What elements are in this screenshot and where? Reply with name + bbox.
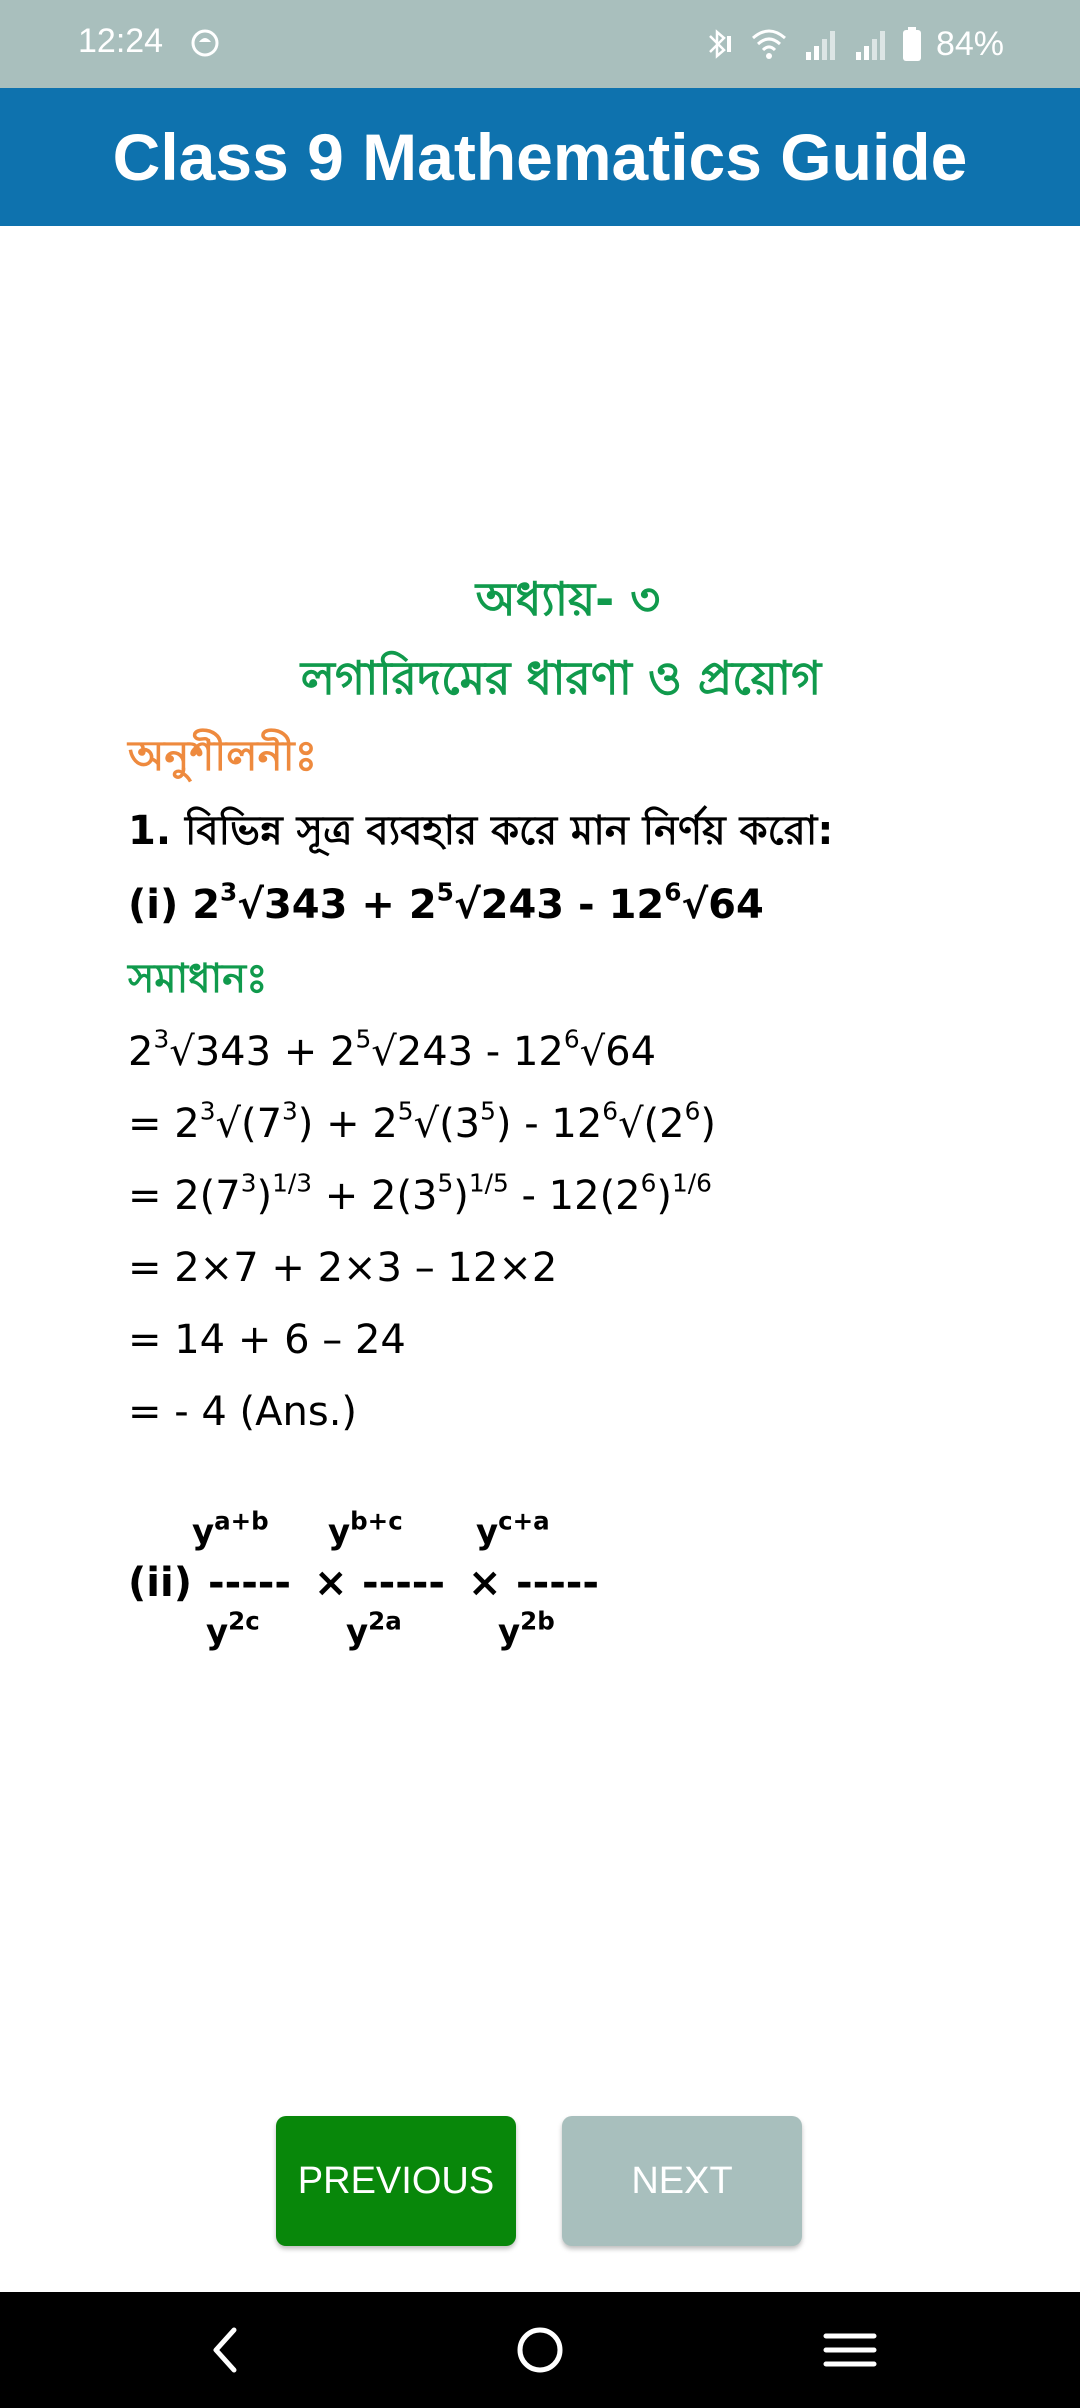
- fraction-bar-2: -----: [362, 1560, 446, 1606]
- fraction-bar-1: -----: [208, 1560, 292, 1606]
- status-icons: [700, 22, 1004, 66]
- system-navigation-bar: [0, 2292, 1080, 2408]
- denominator-1: $y^{2c}$: [206, 1606, 260, 1652]
- solution-step-4: = 2×7 + 2×3 – 12×2: [128, 1245, 558, 1291]
- bluetooth-icon: [700, 26, 736, 62]
- battery-icon: [902, 26, 922, 62]
- solution-step-6: = - 4 (Ans.): [128, 1389, 358, 1435]
- battery-percentage: 84%: [935, 24, 1004, 63]
- sync-icon: [190, 28, 220, 58]
- fraction-bar-3: -----: [516, 1560, 600, 1606]
- solution-step-5: = 14 + 6 – 24: [128, 1317, 406, 1363]
- app-bar: [0, 88, 1080, 226]
- times-sign-2: ×: [468, 1560, 502, 1606]
- solution-label: সমাধানঃ: [128, 956, 268, 1002]
- chapter-heading: অধ্যায়- ৩: [475, 572, 661, 626]
- home-icon[interactable]: [508, 2318, 572, 2382]
- chapter-title: লগারিদমের ধারণা ও প্রয়োগ: [300, 651, 822, 705]
- back-icon[interactable]: [196, 2318, 260, 2382]
- denominator-2: $y^{2a}$: [346, 1606, 402, 1652]
- wifi-icon: [750, 26, 788, 62]
- numerator-1: $y^{a+b}$: [192, 1506, 269, 1552]
- numerator-2: $y^{b+c}$: [328, 1506, 403, 1552]
- exercise-label: অনুশীলনীঃ: [128, 731, 318, 780]
- numerator-3: $y^{c+a}$: [476, 1506, 550, 1552]
- next-button[interactable]: NEXT: [562, 2116, 802, 2246]
- question-part-i: (i) $2^3√343 + 2^5√243 - 12^6√64$: [128, 877, 764, 928]
- app-title: Class 9 Mathematics Guide: [112, 120, 968, 194]
- status-bar: [0, 0, 1080, 88]
- previous-button[interactable]: PREVIOUS: [276, 2116, 516, 2246]
- question-part-ii: [128, 1508, 728, 1668]
- signal-icon: [802, 26, 838, 62]
- recent-apps-icon[interactable]: [818, 2318, 882, 2382]
- times-sign-1: ×: [314, 1560, 348, 1606]
- status-time: 12:24: [78, 22, 164, 60]
- solution-step-1: $2^3√343 + 2^5√243 - 12^6√64$: [128, 1024, 657, 1075]
- signal-icon-2: [852, 26, 888, 62]
- question-1: 1. বিভিন্ন সূত্র ব্যবহার করে মান নির্ণয় করো:: [128, 808, 834, 854]
- denominator-3: $y^{2b}$: [498, 1606, 555, 1652]
- solution-step-2: = $2^3√(7^3) + 2^5√(3^5) - 12^6√(2^6)$: [128, 1096, 716, 1147]
- solution-step-3: = $2(7^3)^{1/3} + 2(3^5)^{1/5} - 12(2^6)^{1/6}$: [128, 1168, 712, 1219]
- lesson-content: [128, 560, 1008, 1448]
- part-ii-label: (ii): [128, 1560, 192, 1606]
